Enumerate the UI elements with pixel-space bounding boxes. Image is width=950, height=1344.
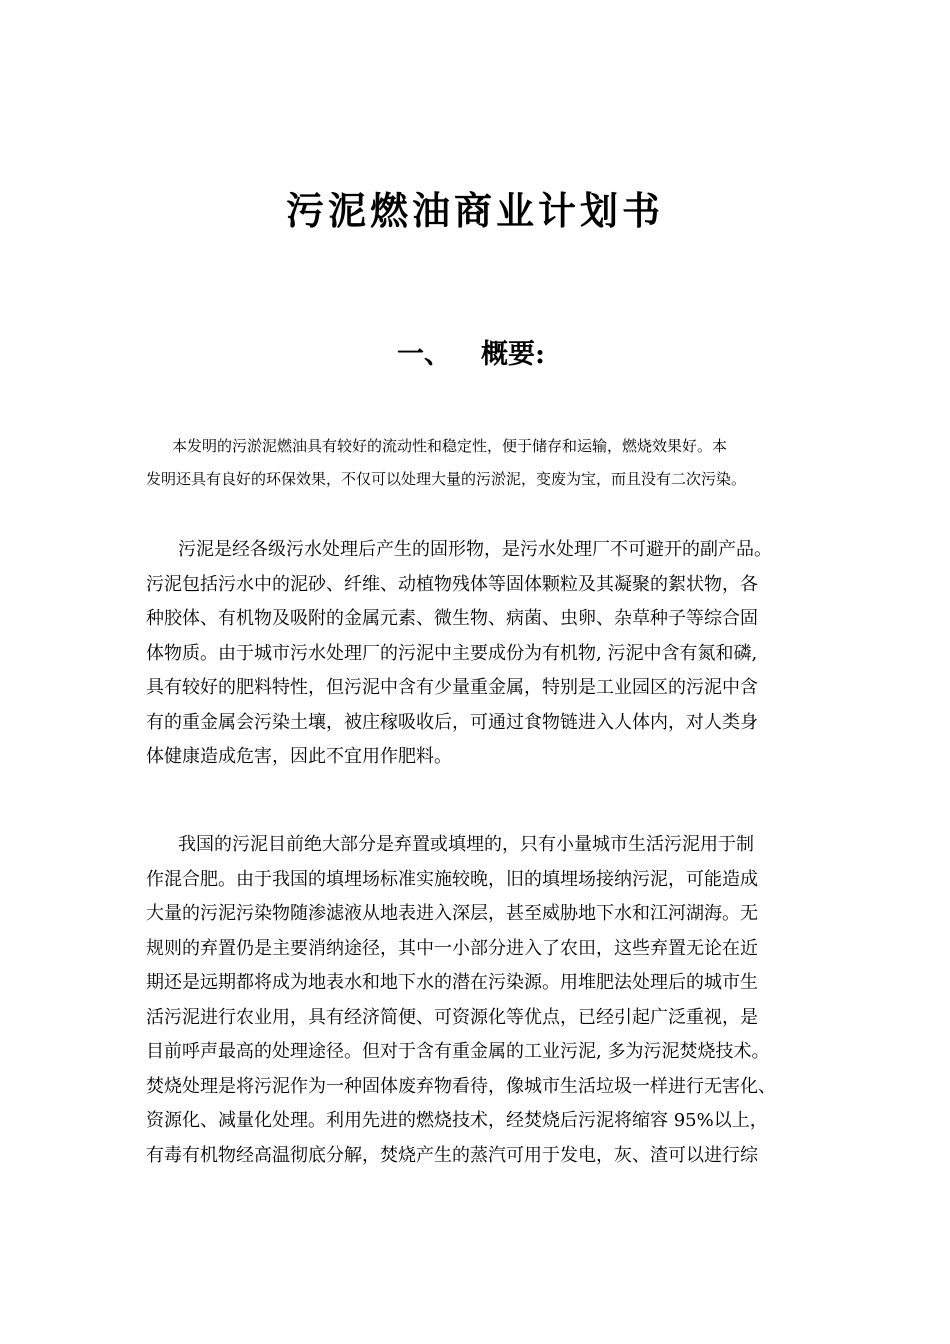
paragraph-line: 体健康造成危害，因此不宜用作肥料。 [146,746,452,767]
paragraph-line: 作混合肥。由于我国的填埋场标准实施较晚，旧的填埋场接纳污泥，可能造成 [146,868,758,890]
document-title: 污泥燃油商业计划书 [285,188,664,233]
paragraph-line: 种胶体、有机物及吸附的金属元素、微生物、病菌、虫卵、杂草种子等综合固 [146,608,758,629]
paragraph-line: 资源化、减量化处理。利用先进的燃烧技术，经焚烧后污泥将缩容 95%以上， [146,1110,768,1131]
abstract-line: 发明还具有良好的环保效果，不仅可以处理大量的污淤泥，变废为宝，而且没有二次污染。 [146,470,747,488]
section-title: 概要: [481,339,545,370]
section-number: 一、 [397,339,451,370]
paragraph-line: 具有较好的肥料特性，但污泥中含有少量重金属，特别是工业园区的污泥中含 [146,677,758,698]
paragraph-line: 目前呼声最高的处理途径。但对于含有重金属的工业污泥, 多为污泥焚烧技术。 [146,1041,770,1062]
section-heading [397,335,545,375]
paragraph-line: 我国的污泥目前绝大部分是弃置或填埋的，只有小量城市生活污泥用于制 [178,834,754,855]
paragraph-line: 焚烧处理是将污泥作为一种固体废弃物看待，像城市生活垃圾一样进行无害化、 [146,1075,776,1097]
paragraph-line: 大量的污泥污染物随渗滤液从地表进入深层，甚至威胁地下水和江河湖海。无 [146,903,758,924]
body-paragraph-sludge-definition [146,533,820,775]
paragraph-line: 规则的弃置仍是主要消纳途径，其中一小部分进入了农田，这些弃置无论在近 [146,937,758,959]
paragraph-line: 体物质。由于城市污水处理厂的污泥中主要成份为有机物, 污泥中含有氮和磷, [146,642,758,664]
paragraph-line: 污泥是经各级污水处理后产生的固形物，是污水处理厂不可避开的副产品。 [178,539,772,560]
paragraph-line: 活污泥进行农业用，具有经济简便、可资源化等优点，已经引起广泛重视，是 [146,1006,758,1028]
paragraph-line: 有毒有机物经高温彻底分解，焚烧产生的蒸汽可用于发电，灰、渣可以进行综 [146,1144,758,1166]
paragraph-line: 污泥包括污水中的泥砂、纤维、动植物残体等固体颗粒及其凝聚的絮状物，各 [146,573,758,595]
abstract-paragraph [146,430,820,496]
body-paragraph-disposal-status [146,828,820,1173]
abstract-line: 本发明的污淤泥燃油具有较好的流动性和稳定性，便于储存和运输，燃烧效果好。本 [172,437,728,455]
paragraph-line: 有的重金属会污染土壤，被庄稼吸收后，可通过食物链进入人体内，对人类身 [146,711,758,733]
paragraph-line: 期还是远期都将成为地表水和地下水的潜在污染源。用堆肥法处理后的城市生 [146,972,758,993]
